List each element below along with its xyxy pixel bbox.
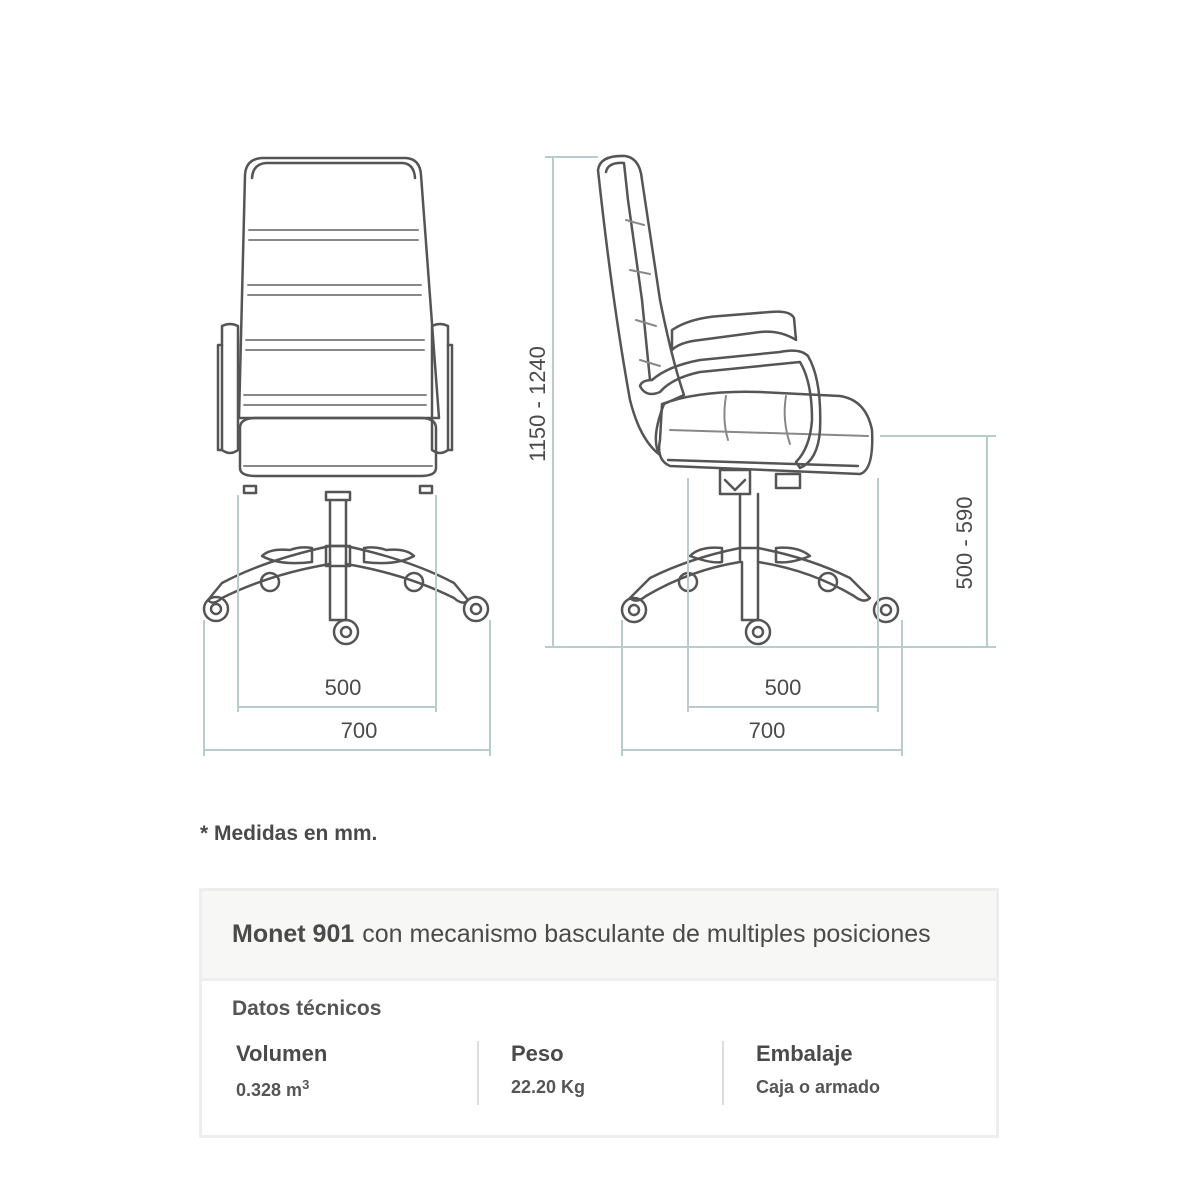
spec-card-body bbox=[202, 981, 996, 1105]
spec-packaging-label: Embalaje bbox=[756, 1041, 853, 1066]
spec-weight-value: 22.20 Kg bbox=[511, 1077, 586, 1097]
spec-volume bbox=[232, 1041, 477, 1105]
spec-volume-value bbox=[236, 1077, 477, 1105]
spec-volume-exponent: 3 bbox=[302, 1077, 310, 1092]
spec-packaging bbox=[722, 1041, 967, 1105]
product-model: Monet 901 bbox=[232, 920, 355, 948]
side-outer-width-label: 700 bbox=[748, 718, 786, 743]
measurement-note: * Medidas en mm. bbox=[200, 822, 378, 845]
specs-title: Datos técnicos bbox=[232, 997, 382, 1020]
spec-weight-label: Peso bbox=[511, 1041, 564, 1066]
front-inner-width-label: 500 bbox=[324, 675, 362, 700]
specs-columns bbox=[232, 1041, 996, 1105]
side-dimension-lines bbox=[545, 157, 996, 756]
spec-card bbox=[199, 888, 999, 1138]
chair-front-view bbox=[204, 158, 488, 644]
spec-weight bbox=[477, 1041, 722, 1105]
side-seat-height-label: 500 - 590 bbox=[952, 496, 977, 590]
spec-packaging-value: Caja o armado bbox=[756, 1077, 881, 1097]
spec-card-header bbox=[202, 891, 996, 981]
product-description: con mecanismo basculante de multiples posiciones bbox=[362, 920, 931, 948]
side-inner-width-label: 500 bbox=[764, 675, 802, 700]
spec-volume-number: 0.328 m bbox=[236, 1080, 303, 1100]
side-height-label: 1150 - 1240 bbox=[525, 346, 550, 462]
spec-volume-label: Volumen bbox=[236, 1041, 328, 1066]
chair-side-view bbox=[598, 156, 898, 644]
front-outer-width-label: 700 bbox=[340, 718, 378, 743]
